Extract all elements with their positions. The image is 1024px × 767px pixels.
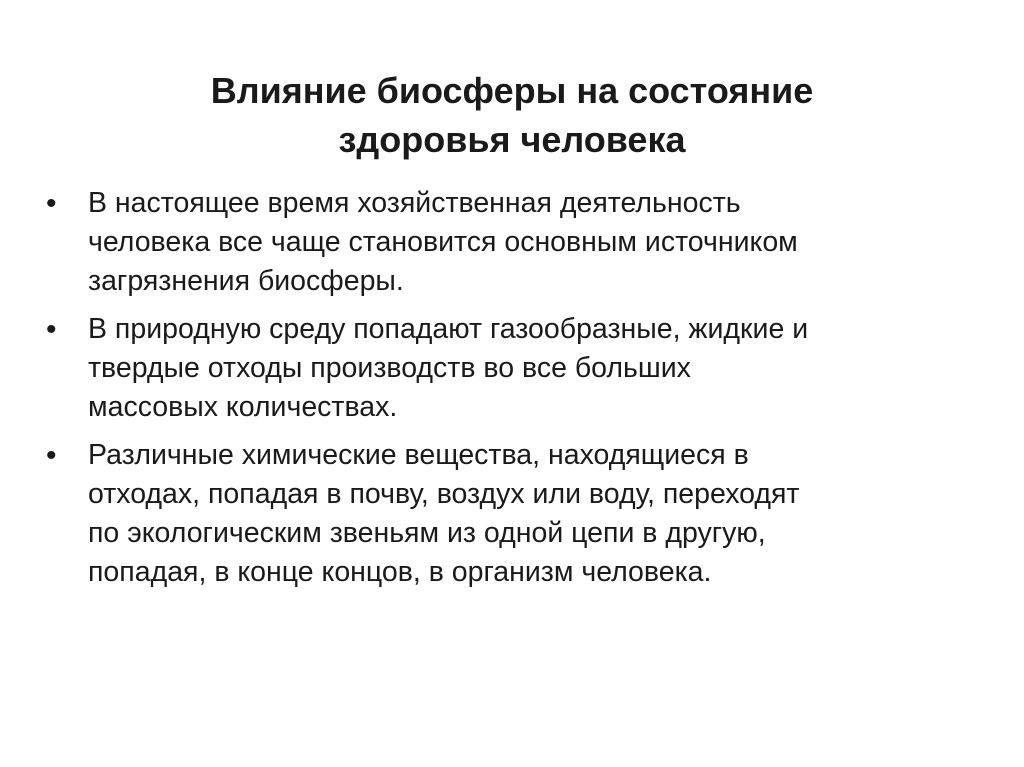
bullet-text-3 xyxy=(88,436,986,592)
slide-title-line-2: здоровья человека xyxy=(338,119,686,160)
bullet-2-line-1: В природную среду попадают газообразные, жидкие и xyxy=(88,313,809,345)
bullet-item-2 xyxy=(46,310,986,427)
bullet-marker-icon: • xyxy=(46,313,57,346)
slide-title xyxy=(112,66,912,164)
bullet-3-line-2: отходах, попадая в почву, воздух или воду, переходят xyxy=(88,478,800,510)
bullet-list xyxy=(46,184,986,601)
bullet-1-line-1: В настоящее время хозяйственная деятельность xyxy=(88,187,741,219)
bullet-3-line-4: попадая, в конце концов, в организм человека. xyxy=(88,556,712,588)
bullet-marker-icon: • xyxy=(46,439,57,472)
bullet-2-line-3: массовых количествах. xyxy=(88,391,398,423)
bullet-3-line-1: Различные химические вещества, находящиеся в xyxy=(88,439,749,471)
bullet-1-line-3: загрязнения биосферы. xyxy=(88,265,404,297)
bullet-2-line-2: твердые отходы производств во все больших xyxy=(88,352,691,384)
slide-title-line-1: Влияние биосферы на состояние xyxy=(210,70,814,111)
bullet-item-3 xyxy=(46,436,986,592)
bullet-3-line-3: по экологическим звеньям из одной цепи в другую, xyxy=(88,517,766,549)
bullet-1-line-2: человека все чаще становится основным источником xyxy=(88,226,798,258)
bullet-text-2 xyxy=(88,310,986,427)
bullet-text-1 xyxy=(88,184,986,301)
bullet-item-1 xyxy=(46,184,986,301)
bullet-marker-icon: • xyxy=(46,187,57,220)
